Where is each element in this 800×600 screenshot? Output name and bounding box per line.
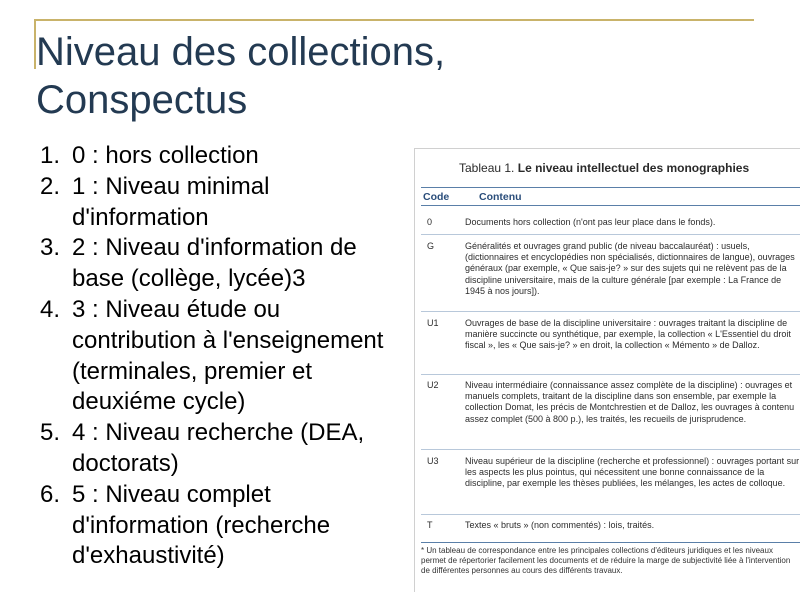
table-row-content: Niveau intermédiaire (connaissance assez complète de la discipline) : ouvrages et manuels complets, traitant de la discipline dans son ensemble, par exemple la collection Domat, les précis de Montchrestien et de Dalloz, les ouvrages à contenu assez complet (500 à 800 p.), les traités, les recueils de jurisprudence.: [465, 380, 795, 424]
table-footnote-rule: [421, 542, 800, 543]
list-item-number: 3.: [40, 234, 61, 262]
table-row-content: Généralités et ouvrages grand public (de niveau baccalauréat) : usuels, (dictionnaires et encyclopédies non spécialisés, dictionnaires de langue), ouvrages généraux (par exemple, « Que sais-je? » sur des sujets qui ne relèvent pas de la discipline universitaire, mais de la culture générale [par exemple : La France de 1945 à nos jours]).: [465, 241, 795, 296]
table-title-prefix: Tableau 1.: [459, 161, 515, 175]
list-item-number: 4.: [40, 295, 61, 323]
list-item: [40, 141, 410, 172]
table-row-divider: [421, 374, 800, 375]
slide-title: [36, 28, 776, 124]
list-item: [40, 480, 410, 572]
table-row-divider: [421, 514, 800, 515]
table-header-code: Code: [423, 191, 450, 203]
table-row-divider: [421, 234, 800, 235]
list-item: [40, 295, 410, 418]
table-header-top-rule: [421, 187, 800, 188]
list-item-number: 2.: [40, 172, 61, 200]
list-item-number: 5.: [40, 419, 61, 447]
table-header-bottom-rule: [421, 205, 800, 206]
slide-title-line-1: Niveau des collections,: [36, 30, 446, 74]
list-item: [40, 172, 410, 234]
table-row-content: Textes « bruts » (non commentés) : lois, traités.: [465, 520, 655, 530]
table-row-content: Ouvrages de base de la discipline universitaire : ouvrages traitant la discipline de manière succincte ou synthétique, par exemple, la collection « L'Essentiel du droit fiscal », les « Que sais-je? » en droit, la collection « Mémento » de Dalloz.: [465, 318, 791, 351]
table-row-code: G: [427, 241, 435, 251]
table-row-content: Niveau supérieur de la discipline (recherche et professionnel) : ouvrages portant sur les aspects les plus pointus, qui nécessitent une bonne connaissance de la discipline, par exemple les thèses publiées, les mélanges, les actes de colloque.: [465, 456, 800, 489]
table-title-main: Le niveau intellectuel des monographies: [517, 161, 750, 175]
list-item-text: 1 : Niveau minimal d'information: [72, 172, 270, 231]
table-header-content: Contenu: [479, 191, 522, 203]
list-item-text: 3 : Niveau étude ou contribution à l'enseignement (terminales, premier et deuxiéme cycle): [72, 295, 384, 416]
table-row-divider: [421, 449, 800, 450]
table-row-code: U2: [427, 380, 439, 390]
list-item-number: 1.: [40, 142, 61, 169]
list-item: [40, 418, 410, 480]
list-item-number: 6.: [40, 480, 61, 508]
conspectus-list: [40, 141, 410, 572]
list-item-text: 0 : hors collection: [72, 142, 259, 169]
table-row-code: 0: [427, 217, 433, 227]
table-row-divider: [421, 311, 800, 312]
table-footnote: * Un tableau de correspondance entre les principales collections d'éditeurs juridiques et les niveaux permet de répertorier facilement les documents et de réduire la marge de subjectivité liée à l'intervention de différentes personnes au cours des différents travaux.: [421, 546, 791, 575]
title-top-rule: [34, 19, 754, 21]
table-row-code: U3: [427, 456, 439, 466]
list-item-text: 2 : Niveau d'information de base (collège, lycée)3: [72, 234, 357, 293]
table-title: [459, 161, 749, 175]
table-row-code: U1: [427, 318, 439, 328]
list-item: [40, 233, 410, 295]
list-item-text: 4 : Niveau recherche (DEA, doctorats): [72, 419, 365, 477]
slide-title-line-2: Conspectus: [36, 78, 248, 122]
monographs-level-table: [414, 148, 800, 592]
table-row-content: Documents hors collection (n'ont pas leur place dans le fonds).: [465, 217, 716, 227]
table-row-code: T: [427, 520, 433, 530]
list-item-text: 5 : Niveau complet d'information (recherche d'exhaustivité): [72, 480, 331, 570]
